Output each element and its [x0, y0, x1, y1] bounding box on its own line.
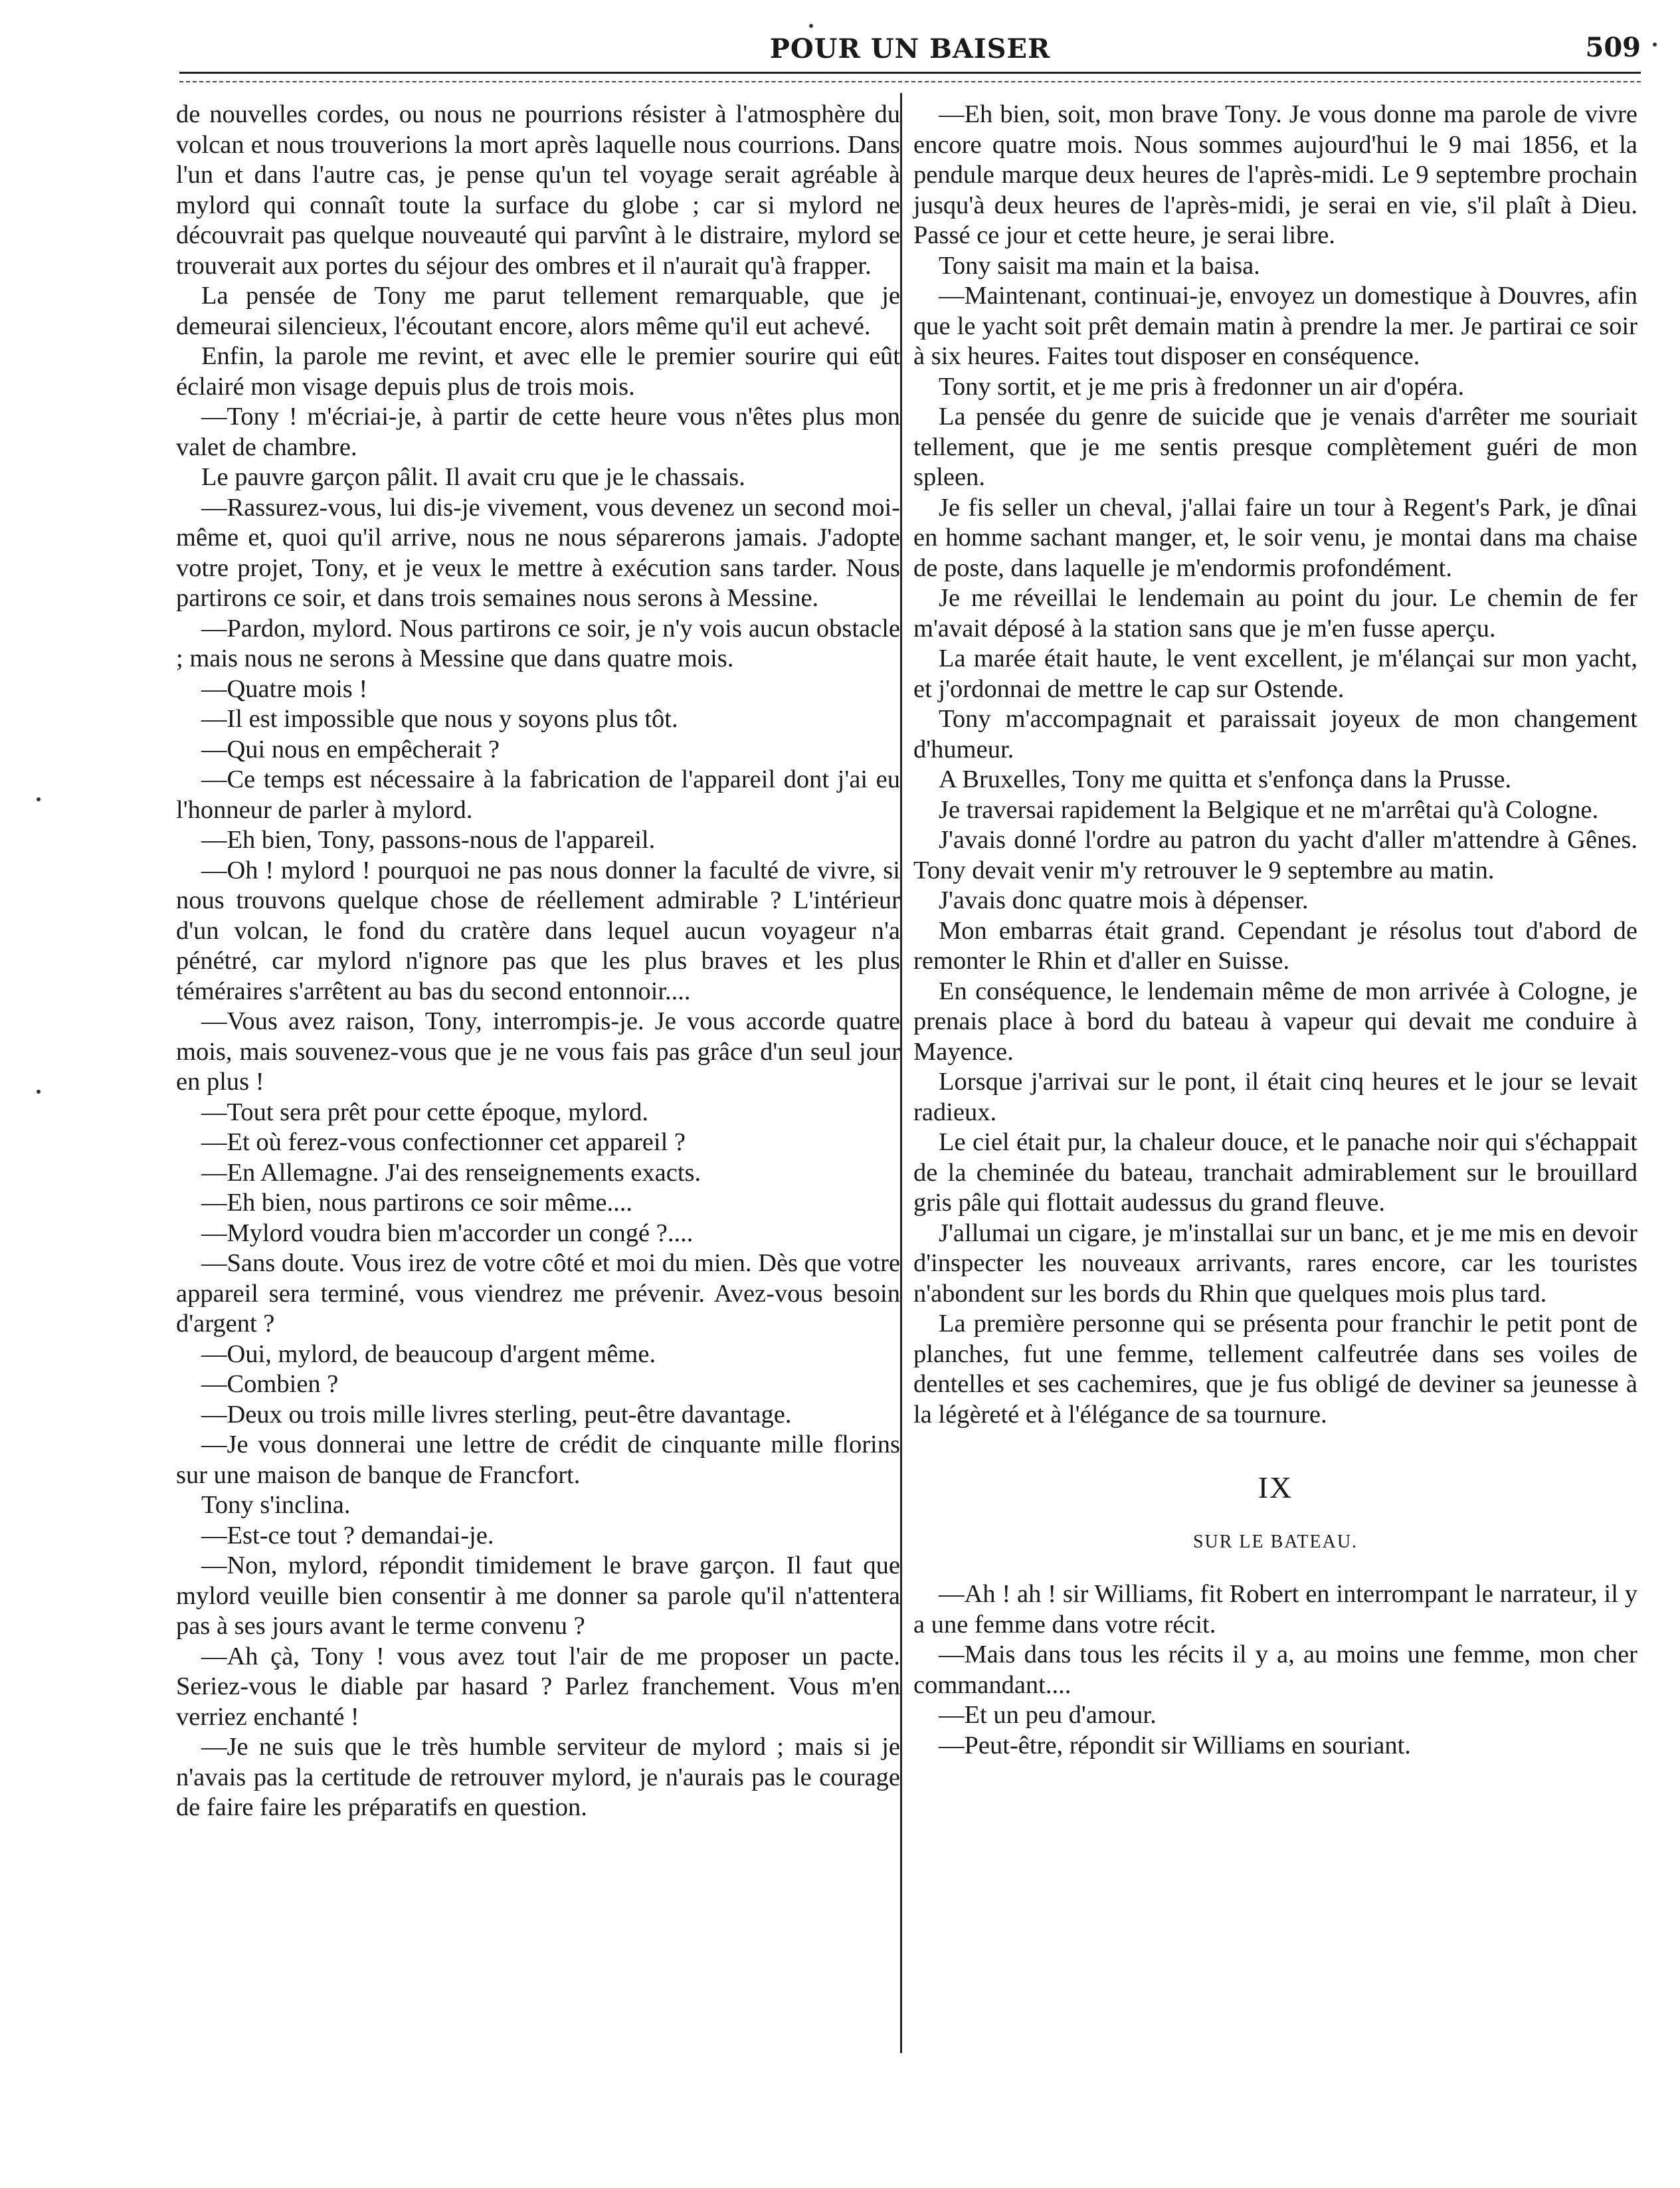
paragraph: —Mylord voudra bien m'accorder un congé ?.... — [201, 1219, 694, 1247]
right-column-text-after-heading — [913, 1579, 1637, 1761]
paragraph: —Pardon, mylord. Nous partirons ce soir, je n'y vois aucun obstacle ; mais nous ne serons à Messine que dans quatre mois. — [176, 614, 900, 672]
paragraph: —Je ne suis que le très humble serviteur de mylord ; mais si je n'avais pas la certitude de retrouver mylord, je n'aurais pas le courage de faire faire les préparatifs en question. — [176, 1733, 900, 1821]
print-speck — [37, 797, 41, 801]
paragraph: La pensée du genre de suicide que je venais d'arrêter me souriait tellement, que je me sentis presque complètement guéri de mon spleen. — [913, 403, 1637, 491]
paragraph: —Je vous donnerai une lettre de crédit de cinquante mille florins sur une maison de banque de Francfort. — [176, 1431, 900, 1489]
paragraph: Le pauvre garçon pâlit. Il avait cru que je le chassais. — [201, 463, 745, 491]
print-speck — [37, 1090, 41, 1094]
paragraph: —Non, mylord, répondit timidement le brave garçon. Il faut que mylord veuille bien consentir à me donner sa parole qu'il n'attentera pas à ses jours avant le terme convenu ? — [176, 1551, 900, 1640]
paragraph: Lorsque j'arrivai sur le pont, il était cinq heures et le jour se levait radieux. — [913, 1068, 1637, 1126]
paragraph: A Bruxelles, Tony me quitta et s'enfonça dans la Prusse. — [939, 765, 1512, 793]
paragraph: Tony saisit ma main et la baisa. — [939, 251, 1260, 280]
paragraph: —Eh bien, Tony, passons-nous de l'appareil. — [201, 826, 656, 854]
paragraph: En conséquence, le lendemain même de mon arrivée à Cologne, je prenais place à bord du bateau à vapeur qui devait me conduire à Mayence. — [913, 977, 1637, 1066]
paragraph: Je me réveillai le lendemain au point du jour. Le chemin de fer m'avait déposé à la station sans que je m'en fusse aperçu. — [913, 584, 1637, 643]
chapter-title: SUR LE BATEAU. — [1192, 1531, 1358, 1552]
paragraph: —Rassurez-vous, lui dis-je vivement, vous devenez un second moi-même et, quoi qu'il arrive, nous ne nous séparerons jamais. J'adopte votre projet, Tony, et je veux le mettre à exécution sans tarder. Nous partirons ce soir, et dans trois semaines nous serons à Messine. — [176, 493, 900, 612]
paragraph: —Qui nous en empêcherait ? — [201, 735, 500, 763]
header-rule — [179, 72, 1641, 74]
paragraph: —Maintenant, continuai-je, envoyez un domestique à Douvres, afin que le yacht soit prêt demain matin à prendre la mer. Je partirai ce soir à six heures. Faites tout disposer en conséquence. — [913, 282, 1637, 370]
paragraph: —Oui, mylord, de beaucoup d'argent même. — [201, 1340, 656, 1368]
paragraph: —Vous avez raison, Tony, interrompis-je. Je vous accorde quatre mois, mais souvenez-vous que je ne vous fais pas grâce d'un seul jour en plus ! — [176, 1007, 900, 1096]
paragraph: Tony m'accompagnait et paraissait joyeux de mon changement d'humeur. — [913, 705, 1637, 763]
paragraph: —Est-ce tout ? demandai-je. — [201, 1521, 494, 1549]
paragraph: —Tout sera prêt pour cette époque, mylord. — [201, 1098, 648, 1126]
print-speck — [809, 24, 813, 28]
paragraph: Tony s'inclina. — [201, 1491, 351, 1519]
paragraph: —Et où ferez-vous confectionner cet appareil ? — [201, 1128, 686, 1156]
paragraph: J'avais donné l'ordre au patron du yacht d'aller m'attendre à Gênes. Tony devait venir m'y retrouver le 9 septembre au matin. — [913, 826, 1637, 884]
paragraph: —Il est impossible que nous y soyons plus tôt. — [201, 705, 678, 733]
header-rule-secondary — [179, 81, 1641, 82]
paragraph: —Eh bien, nous partirons ce soir même.... — [201, 1189, 633, 1217]
paragraph: Je traversai rapidement la Belgique et ne m'arrêtai qu'à Cologne. — [939, 795, 1599, 824]
paragraph: Enfin, la parole me revint, et avec elle le premier sourire qui eût éclairé mon visage depuis plus de trois mois. — [176, 342, 900, 401]
paragraph: —Ah ! ah ! sir Williams, fit Robert en interrompant le narrateur, il y a une femme dans votre récit. — [913, 1580, 1637, 1639]
paragraph: —Ah çà, Tony ! vous avez tout l'air de me proposer un pacte. Seriez-vous le diable par hasard ? Parlez franchement. Vous m'en verriez enchanté ! — [176, 1642, 900, 1731]
paragraph: Je fis seller un cheval, j'allai faire un tour à Regent's Park, je dînai en homme sachant manger, et, le soir venu, je montai dans ma chaise de poste, dans laquelle je m'endormis profondément. — [913, 493, 1637, 582]
paragraph: —Quatre mois ! — [201, 674, 368, 703]
right-column-text — [913, 100, 1637, 1430]
paragraph: —Eh bien, soit, mon brave Tony. Je vous donne ma parole de vivre encore quatre mois. Nous sommes aujourd'hui le 9 mai 1856, et la pendule marque deux heures de l'après-midi. Le 9 septembre prochain jusqu'à deux heures de l'après-midi, je serai en vie, s'il plaît à Dieu. Passé ce jour et cette heure, je serai libre. — [913, 100, 1637, 249]
paragraph: —En Allemagne. J'ai des renseignements exacts. — [201, 1158, 701, 1187]
page-header — [179, 27, 1641, 90]
paragraph: —Peut-être, répondit sir Williams en souriant. — [939, 1731, 1411, 1759]
chapter-number: IX — [1258, 1470, 1293, 1504]
paragraph: —Tony ! m'écriai-je, à partir de cette heure vous n'êtes plus mon valet de chambre. — [176, 403, 900, 461]
running-title: POUR UN BAISER — [769, 33, 1051, 64]
paragraph: de nouvelles cordes, ou nous ne pourrions résister à l'atmosphère du volcan et nous trouverions la mort après laquelle nous courrions. Dans l'un et dans l'autre cas, je pense qu'un tel voyage serait agréable à mylord qui connaît toute la surface du globe ; car si mylord ne découvrait pas quelque nouveauté qui parvînt à le distraire, mylord se trouverait aux portes du séjour des ombres et il n'aurait qu'à frapper. — [176, 100, 900, 280]
paragraph: Le ciel était pur, la chaleur douce, et le panache noir qui s'échappait de la cheminée du bateau, tranchait admirablement sur le brouillard gris pâle qui flottait audessus du grand fleuve. — [913, 1128, 1637, 1217]
paragraph: Tony sortit, et je me pris à fredonner un air d'opéra. — [939, 372, 1465, 401]
column-divider — [900, 93, 902, 2053]
paragraph: —Combien ? — [201, 1370, 339, 1398]
paragraph: La marée était haute, le vent excellent, je m'élançai sur mon yacht, et j'ordonnai de mettre le cap sur Ostende. — [913, 645, 1637, 703]
paragraph: —Sans doute. Vous irez de votre côté et moi du mien. Dès que votre appareil sera terminé, vous viendrez me prévenir. Avez-vous besoin d'argent ? — [176, 1249, 900, 1338]
paragraph: J'allumai un cigare, je m'installai sur un banc, et je me mis en devoir d'inspecter les nouveaux arrivants, rares encore, car les touristes n'abondent sur les bords du Rhin que quelques mois plus tard. — [913, 1219, 1638, 1308]
paragraph: —Mais dans tous les récits il y a, au moins une femme, mon cher commandant.... — [913, 1641, 1637, 1699]
paragraph: La première personne qui se présenta pour franchir le petit pont de planches, fut une femme, tellement calfeutrée dans ses voiles de dentelles et ses cachemires, que je fus obligé de deviner sa jeunesse à la légèreté et à l'élégance de sa tournure. — [913, 1310, 1637, 1429]
paragraph: J'avais donc quatre mois à dépenser. — [939, 886, 1309, 914]
page-number: 509 — [1585, 32, 1641, 63]
paragraph: —Oh ! mylord ! pourquoi ne pas nous donner la faculté de vivre, si nous trouvons quelque chose de réellement admirable ? L'intérieur d'un volcan, le fond du cratère dans lequel aucun voyageur n'a pénétré, car mylord n'ignore pas que les plus braves et les plus téméraires s'arrêtent au bas du second entonnoir.... — [176, 856, 900, 1005]
print-speck — [1653, 43, 1657, 47]
paragraph: —Et un peu d'amour. — [939, 1701, 1157, 1729]
paragraph: —Deux ou trois mille livres sterling, peut-être davantage. — [201, 1400, 792, 1429]
right-column — [913, 100, 1637, 1761]
left-column — [176, 100, 900, 1823]
paragraph: —Ce temps est nécessaire à la fabrication de l'appareil dont j'ai eu l'honneur de parler à mylord. — [176, 765, 900, 824]
paragraph: La pensée de Tony me parut tellement remarquable, que je demeurai silencieux, l'écoutant encore, alors même qu'il eut achevé. — [176, 282, 900, 340]
paragraph: Mon embarras était grand. Cependant je résolus tout d'abord de remonter le Rhin et d'aller en Suisse. — [913, 916, 1637, 975]
